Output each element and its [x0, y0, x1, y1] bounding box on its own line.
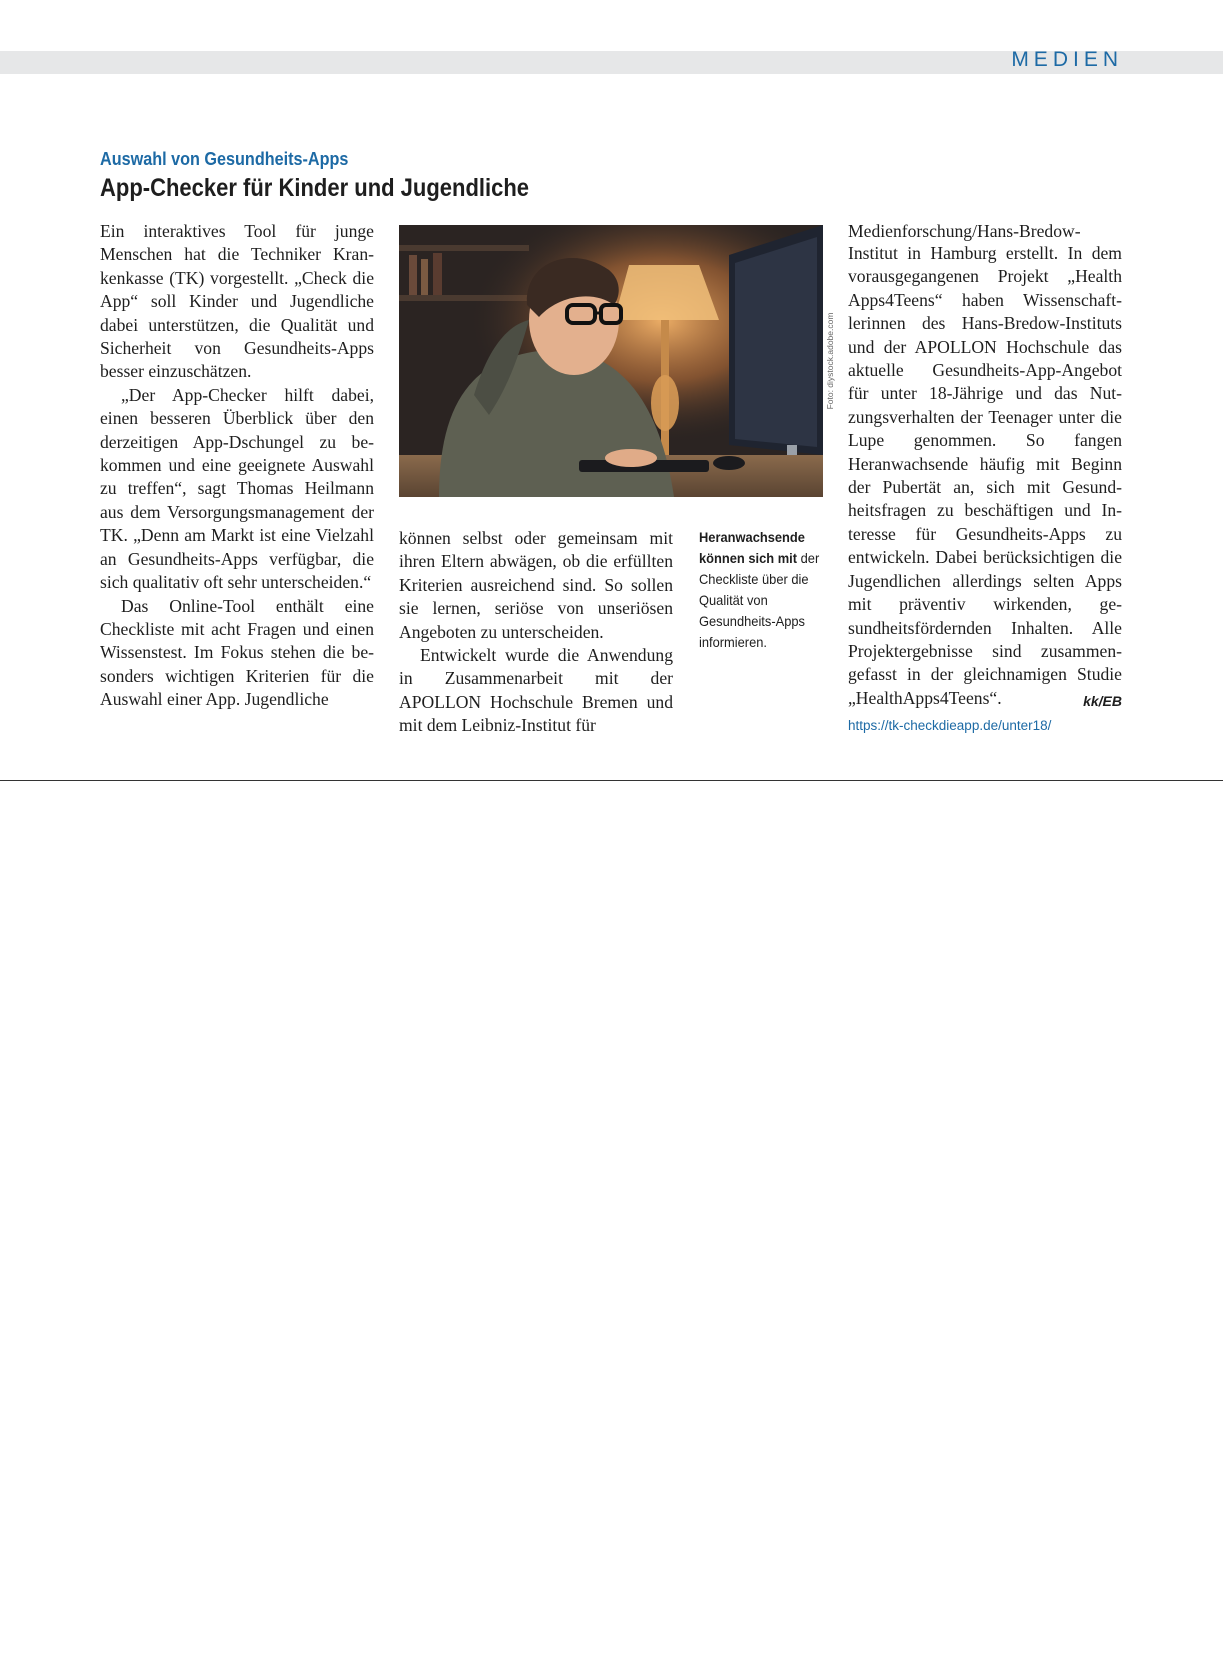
- paragraph: Das Online-Tool enthält eine Checkliste mit acht Fragen und einen Wissenstest. Im Fokus stehen die besonders wichtigen Kriterien für die Auswahl einer App. Jugendliche: [100, 595, 374, 710]
- paragraph: Ein interaktives Tool für junge Menschen hat die Techniker Krankenkasse (TK) vorgestellt. „Check die App“ soll Kinder und Jugendliche dabei unterstützen, die Qualität und Sicherheit von Gesundheits-Apps besser einzuschätzen.: [100, 221, 374, 382]
- photo-caption: [699, 527, 823, 653]
- paragraph: [848, 242, 1122, 710]
- photo-credit: Foto: diystock.adobe.com: [825, 312, 835, 410]
- article-link[interactable]: https://tk-checkdieapp.de/unter18/: [848, 718, 1052, 734]
- caption-text: der Checkliste über die Qualität von Gesundheits-Apps informieren.: [699, 550, 820, 650]
- paragraph: können selbst oder gemeinsam mit ihren Eltern abwägen, ob die erfüllten Kriterien ausreichend sind. So sollen sie lernen, seriöse von unseriösen Angeboten zu unterscheiden.: [399, 528, 673, 642]
- article-column-1: [100, 220, 374, 712]
- author-signature: kk/EB: [1083, 692, 1122, 709]
- article-headline: App-Checker für Kinder und Jugendliche: [100, 174, 530, 202]
- teen-at-computer-illustration: [399, 225, 823, 497]
- column-first-line: Medienforschung/Hans-Bredow-: [848, 221, 1081, 241]
- article-column-3: [848, 221, 1122, 738]
- bottom-rule: [0, 780, 1223, 781]
- paragraph: „Der App-Checker hilft dabei, einen besseren Überblick über den derzeitigen App-Dschungel zu bekommen und eine geeignete Auswahl zu treffen“, sagt Thomas Heilmann aus dem Versorgungsmanagement der TK. „Denn am Markt ist eine Vielzahl an Gesundheits-Apps verfügbar, die sich qualitativ oft sehr unterscheiden.“: [100, 384, 374, 593]
- article-kicker: Auswahl von Gesundheits-Apps: [100, 149, 349, 169]
- article-column-2: [399, 527, 673, 738]
- paragraph: Entwickelt wurde die Anwendung in Zusammenarbeit mit der APOLLON Hochschule Bremen und mit dem Leibniz-Institut für: [399, 645, 673, 736]
- paragraph-text: Institut in Hamburg erstellt. In dem vorausgegangenen Projekt „Health Apps4Teens“ haben Wissenschaftlerinnen des Hans-Bredow-Instituts und der APOLLON Hochschule das aktuelle Gesundheits-App-Angebot für unter 18-Jährige und das Nutzungsverhalten der Teenager unter die Lupe genommen. So fangen Heranwachsende häufig mit Beginn der Pubertät an, sich mit Gesundheitsfragen zu beschäftigen und Interesse für Gesundheits-Apps zu entwickeln. Dabei berücksichtigen die Jugendlichen allerdings selten Apps mit präventiv wirkenden, gesundheitsfördernden Inhalten. Alle Projektergebnisse sind zusammengefasst in der gleichnamigen Studie „HealthApps4Teens“.: [848, 243, 1122, 708]
- section-label: MEDIEN: [1011, 48, 1123, 71]
- article-photo: [399, 225, 823, 497]
- caption-bold: Heranwachsende können sich mit: [699, 529, 805, 566]
